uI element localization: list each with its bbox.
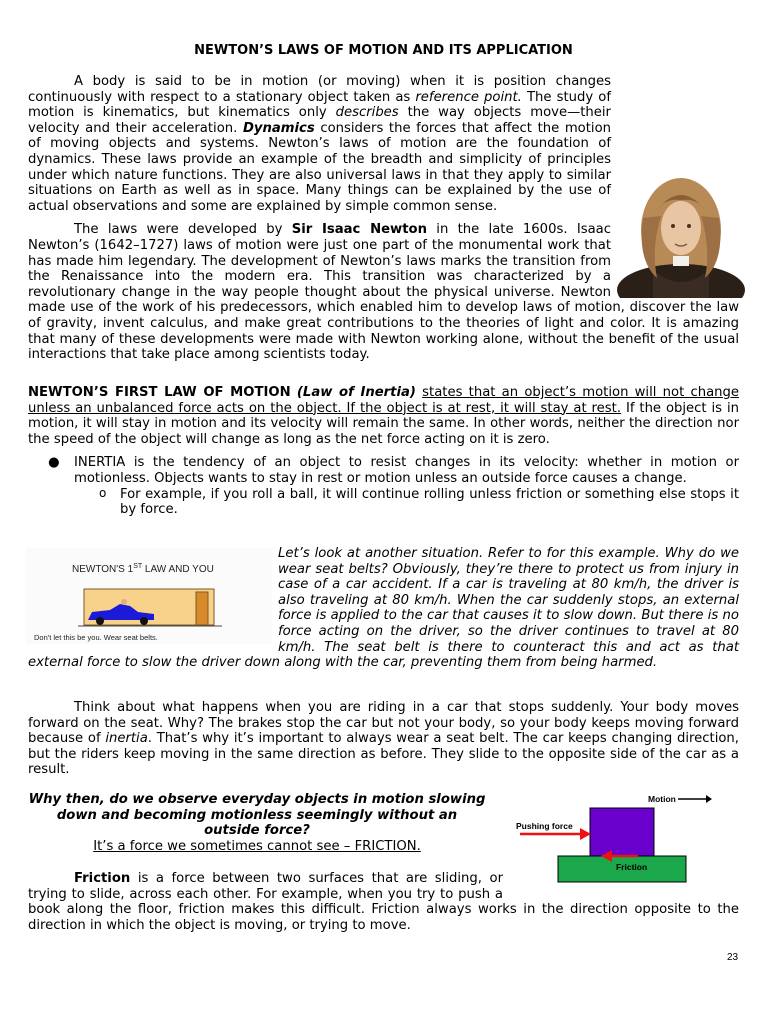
car-section: [28, 700, 739, 778]
friction-section: [28, 871, 739, 933]
first-law-subheading: (Law of Inertia): [296, 385, 416, 400]
seatbelt-paragraph: Let’s look at another situation. Refer to for this example. Why do we wear seat belts? Obviously, they’re there to protect us from injury in case of a car accident. If a car is traveling at 80 km/h, the driver is also traveling at 80 km/h. When the car suddenly stops, an external force is applied to the car that causes it to slow down. But there is no force acting on the driver, so the driver continues to travel at 80 km/h. The seat belt is there to counteract this and act as that external force to slow the driver down along with the car, preventing them from being harmed.: [28, 546, 739, 671]
page-number: 23: [727, 952, 739, 963]
history-paragraph: The laws were developed by Sir Isaac Newton in the late 1600s. Isaac Newton’s (1642–1727) laws of motion were just one part of the monumental work that has made him legendary. The development of Newton’s laws marks the transition from the Renaissance into the modern era. This transition was characterized by a revolutionary change in the way people thought about the physical universe. Newton made use of the work of his predecessors, which enabled him to develop laws of motion, discover the law of gravity, invent calculus, and make great contributions to the theories of light and color. It is amazing that many of these developments were made with Newton working alone, without the benefit of the usual interactions that take place among scientists today.: [28, 222, 739, 363]
isaac-newton-portrait: [617, 170, 745, 298]
friction-question-section: [28, 792, 739, 872]
first-law-heading: NEWTON’S FIRST LAW OF MOTION: [28, 385, 291, 400]
question-text: Why then, do we observe everyday objects in motion slowing down and becoming motionless seemingly without an outside force?: [28, 792, 486, 839]
first-law-section: [28, 385, 739, 518]
motion-label: Motion: [648, 794, 676, 804]
seatbelt-section: [28, 546, 739, 671]
friction-label: Friction: [616, 862, 648, 872]
figure-title: NEWTON'S 1ST LAW AND YOU: [72, 563, 214, 575]
pushing-force-label: Pushing force: [516, 821, 573, 831]
figure-caption: Don't let this be you. Wear seat belts.: [34, 633, 158, 642]
friction-paragraph: Friction is a force between two surfaces that are sliding, or trying to slide, across each other. For example, when you try to push a book along the floor, friction makes this difficult. Friction always works in the direction opposite to the direction in which the object is moving, or trying to move.: [28, 871, 739, 933]
question-block: [28, 792, 486, 854]
pushed-box: [590, 808, 654, 856]
inertia-list: [28, 455, 739, 486]
intro-paragraph: A body is said to be in motion (or moving) when it is position changes continuously with respect to a stationary object taken as reference point. The study of motion is kinematics, but kinematics only describes the way objects move—their velocity and their acceleration. Dynamics considers the forces that affect the motion of moving objects and systems. Newton’s laws of motion are the foundation of dynamics. These laws provide an example of the breadth and simplicity of principles under which nature functions. They are also universal laws in that they apply to similar situations on Earth as well as in space. Many things can be explained by the use of actual observations and some are explained by simple common sense.: [28, 74, 611, 214]
car-paragraph: Think about what happens when you are riding in a car that stops suddenly. Your body moves forward on the seat. Why? The brakes stop the car but not your body, so your body keeps moving forward because of inertia. That’s why it’s important to always wear a seat belt. The car keeps changing direction, but the riders keep moving in the same direction as before. They slide to the opposite side of the car as a result.: [28, 700, 739, 778]
intro-section: [28, 74, 739, 363]
first-law-paragraph: NEWTON’S FIRST LAW OF MOTION (Law of Inertia) states that an object’s motion will not change unless an unbalanced force acts on the object. If the object is at rest, it will stay at rest. If the object is in motion, it will stay in motion and its velocity will remain the same. In other words, neither the direction nor the speed of the object will change as long as the net force acting on it is zero.: [28, 385, 739, 447]
answer-text: It’s a force we sometimes cannot see – FRICTION.: [93, 838, 421, 854]
seatbelt-illustration: [26, 548, 272, 644]
list-subitem: o For example, if you roll a ball, it will continue rolling unless friction or something else stops it by force.: [99, 485, 739, 518]
page-title: NEWTON’S LAWS OF MOTION AND ITS APPLICATION: [194, 43, 573, 58]
list-item: ● INERTIA is the tendency of an object to resist changes in its velocity: whether in motion or motionless. Objects wants to stay in rest or motion unless an outside force causes a change.: [48, 455, 739, 486]
